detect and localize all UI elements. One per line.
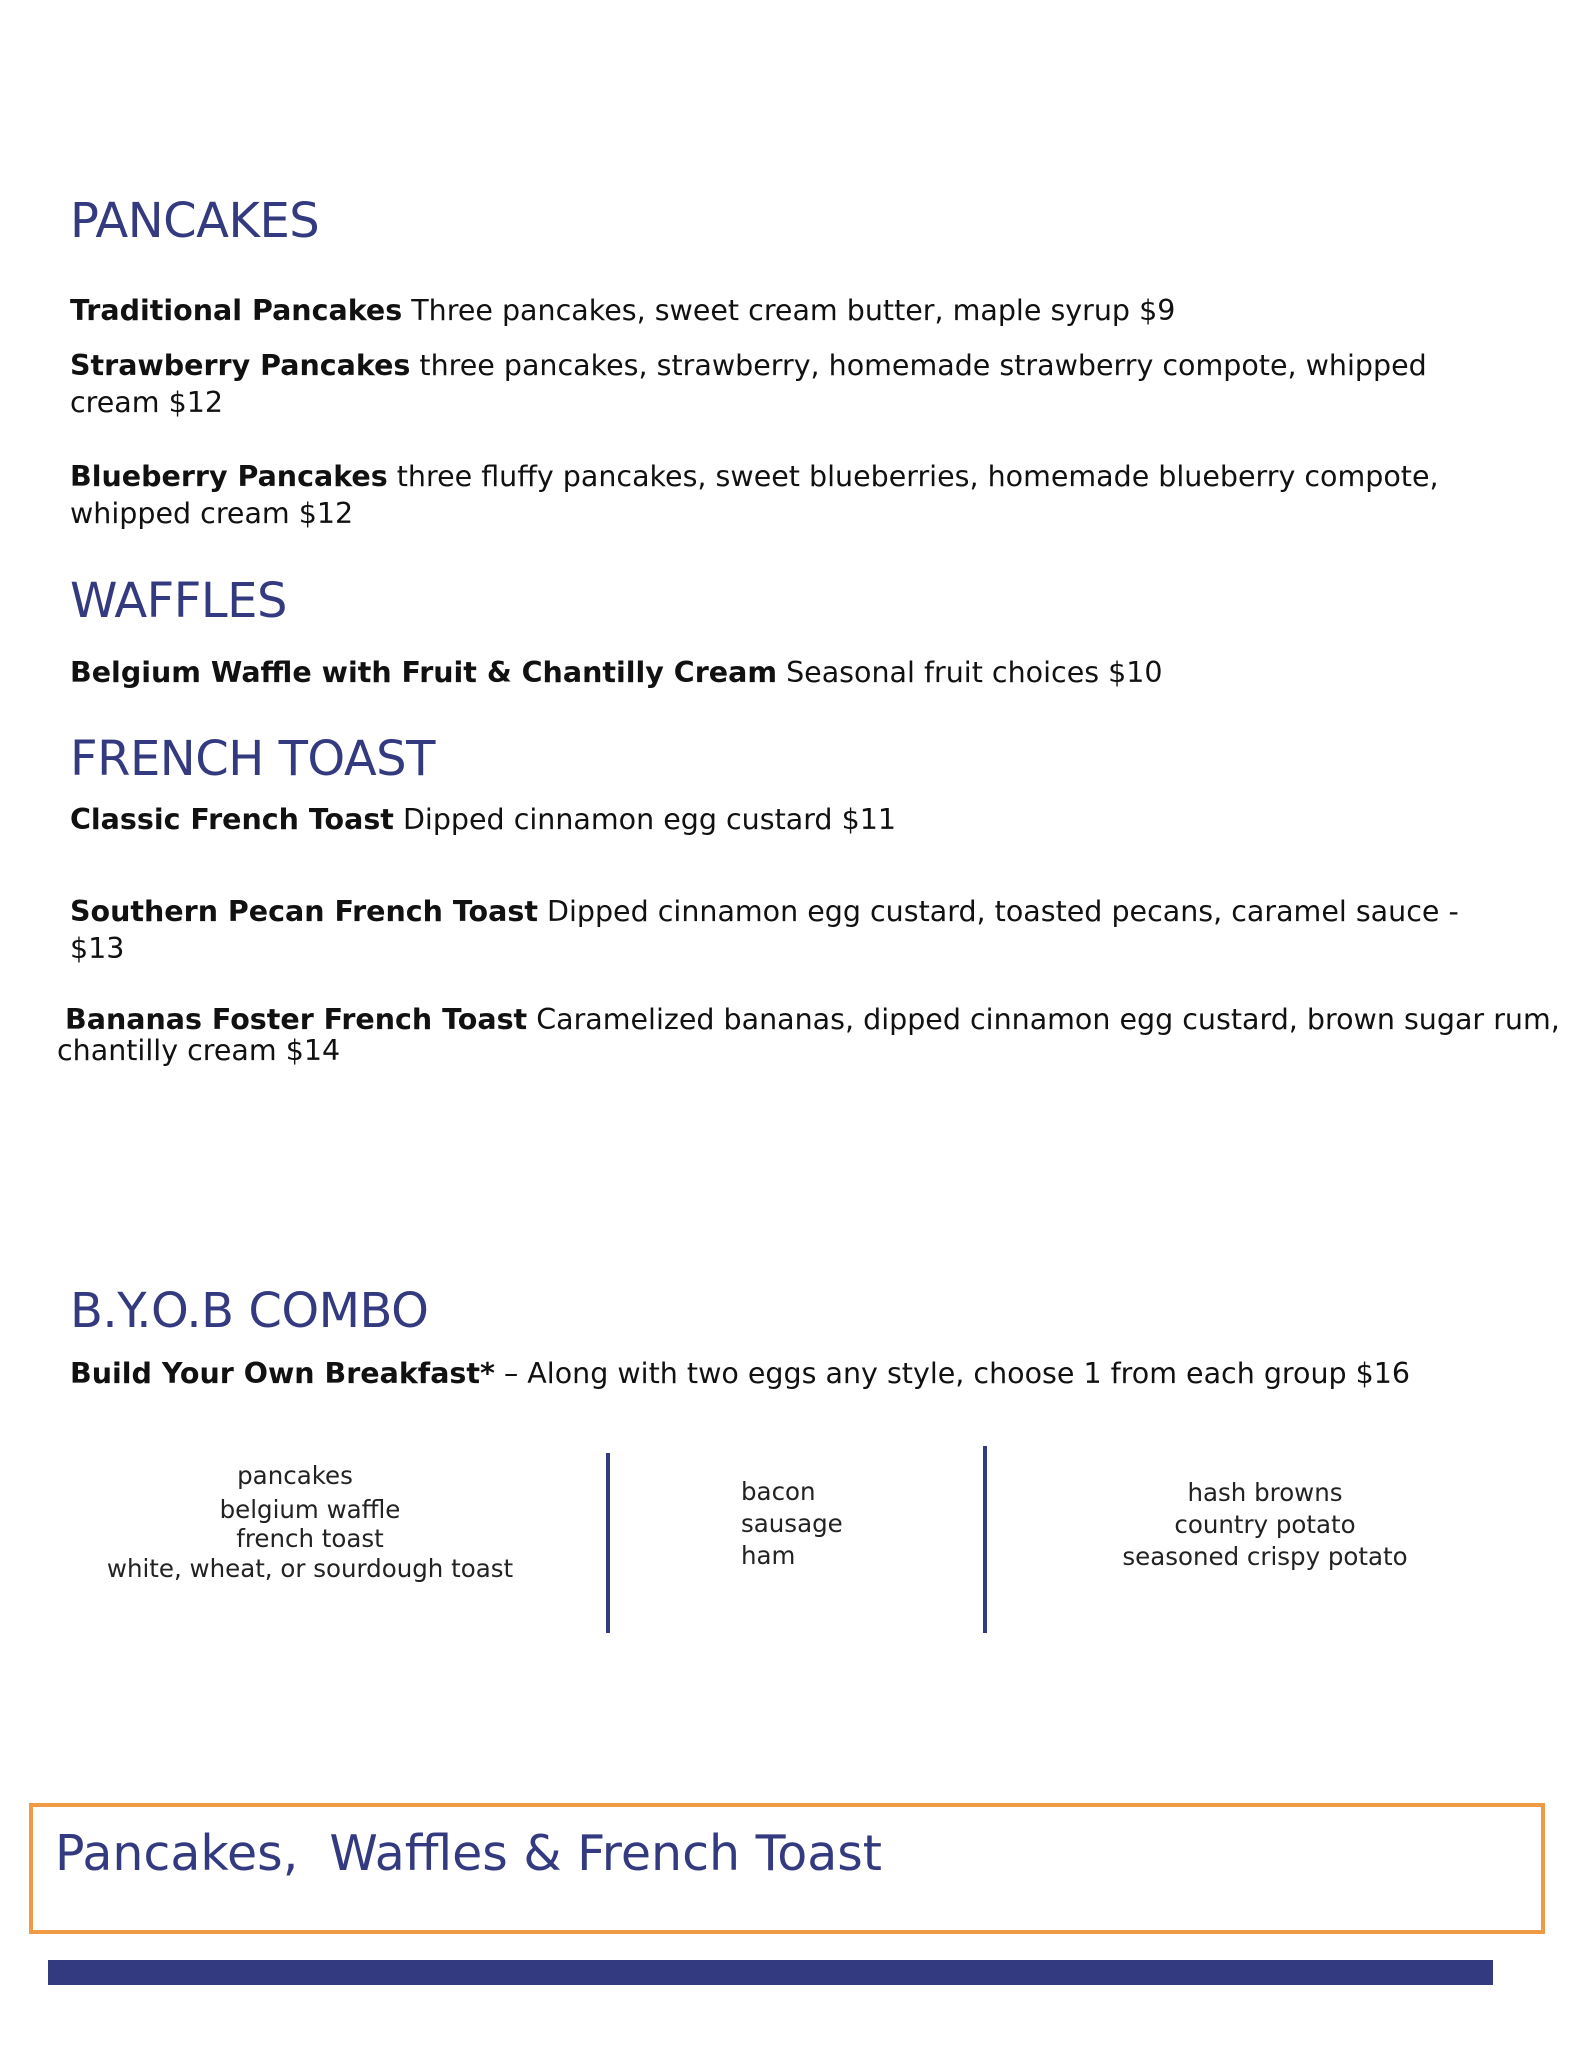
byob-option: french toast (236, 1524, 384, 1553)
menu-item (70, 292, 1175, 329)
menu-item-desc: Dipped cinnamon egg custard, toasted pecans, caramel sauce - (537, 895, 1459, 928)
byob-group-meat (741, 1476, 843, 1572)
menu-item-desc-cont: cream $12 (70, 386, 223, 419)
menu-item-name: Strawberry Pancakes (70, 349, 411, 382)
byob-option: ham (741, 1541, 796, 1570)
menu-item-name: Classic French Toast (70, 803, 394, 836)
menu-item-desc: Caramelized bananas, dipped cinnamon egg custard, brown sugar rum, (527, 1003, 1560, 1036)
byob-option: country potato (1174, 1510, 1356, 1539)
menu-item-name: Southern Pecan French Toast (70, 895, 538, 928)
menu-item (70, 458, 1439, 532)
byob-intro-name: Build Your Own Breakfast* (70, 1357, 495, 1390)
menu-item-name: Bananas Foster French Toast (65, 1003, 528, 1036)
menu-item (70, 347, 1427, 421)
menu-item-desc-cont: whipped cream $12 (70, 497, 354, 530)
menu-item-desc: Three pancakes, sweet cream butter, maple syrup $9 (402, 294, 1176, 327)
byob-group-starch (60, 1460, 560, 1585)
footer-title: Pancakes, Waffles & French Toast (55, 1825, 882, 1882)
byob-option: sausage (741, 1509, 843, 1538)
menu-item-desc: Dipped cinnamon egg custard $11 (393, 803, 896, 836)
byob-group-potato (1070, 1477, 1460, 1573)
menu-item (70, 654, 1163, 691)
menu-item-desc-cont: $13 (70, 932, 125, 965)
byob-option: belgium waffle (219, 1495, 401, 1524)
footer-bar (48, 1960, 1493, 1985)
menu-item-desc: three fluffy pancakes, sweet blueberries, homemade blueberry compote, (387, 460, 1439, 493)
menu-item (70, 801, 896, 838)
byob-option: pancakes (237, 1461, 353, 1490)
byob-option: bacon (741, 1477, 816, 1506)
menu-item (70, 893, 1459, 967)
menu-item-desc: Seasonal fruit choices $10 (777, 656, 1163, 689)
section-heading-waffles: WAFFLES (70, 573, 287, 629)
byob-option: white, wheat, or sourdough toast (106, 1554, 514, 1583)
byob-intro (70, 1355, 1410, 1392)
menu-item-desc: three pancakes, strawberry, homemade strawberry compote, whipped (410, 349, 1427, 382)
menu-item (57, 1003, 1560, 1067)
menu-item-name: Traditional Pancakes (70, 294, 403, 327)
byob-intro-desc: – Along with two eggs any style, choose 1 from each group $16 (494, 1357, 1411, 1390)
menu-item-desc-cont: chantilly cream $14 (57, 1034, 341, 1067)
group-divider (606, 1453, 610, 1633)
section-heading-byob: B.Y.O.B COMBO (70, 1283, 429, 1339)
section-heading-french-toast: FRENCH TOAST (70, 731, 435, 787)
footer-title-box (29, 1803, 1545, 1934)
menu-item-name: Belgium Waffle with Fruit & Chantilly Cream (70, 656, 778, 689)
byob-option: hash browns (1187, 1478, 1343, 1507)
menu-item-name: Blueberry Pancakes (70, 460, 388, 493)
byob-option: seasoned crispy potato (1122, 1542, 1408, 1571)
group-divider (983, 1446, 987, 1633)
section-heading-pancakes: PANCAKES (70, 193, 320, 249)
